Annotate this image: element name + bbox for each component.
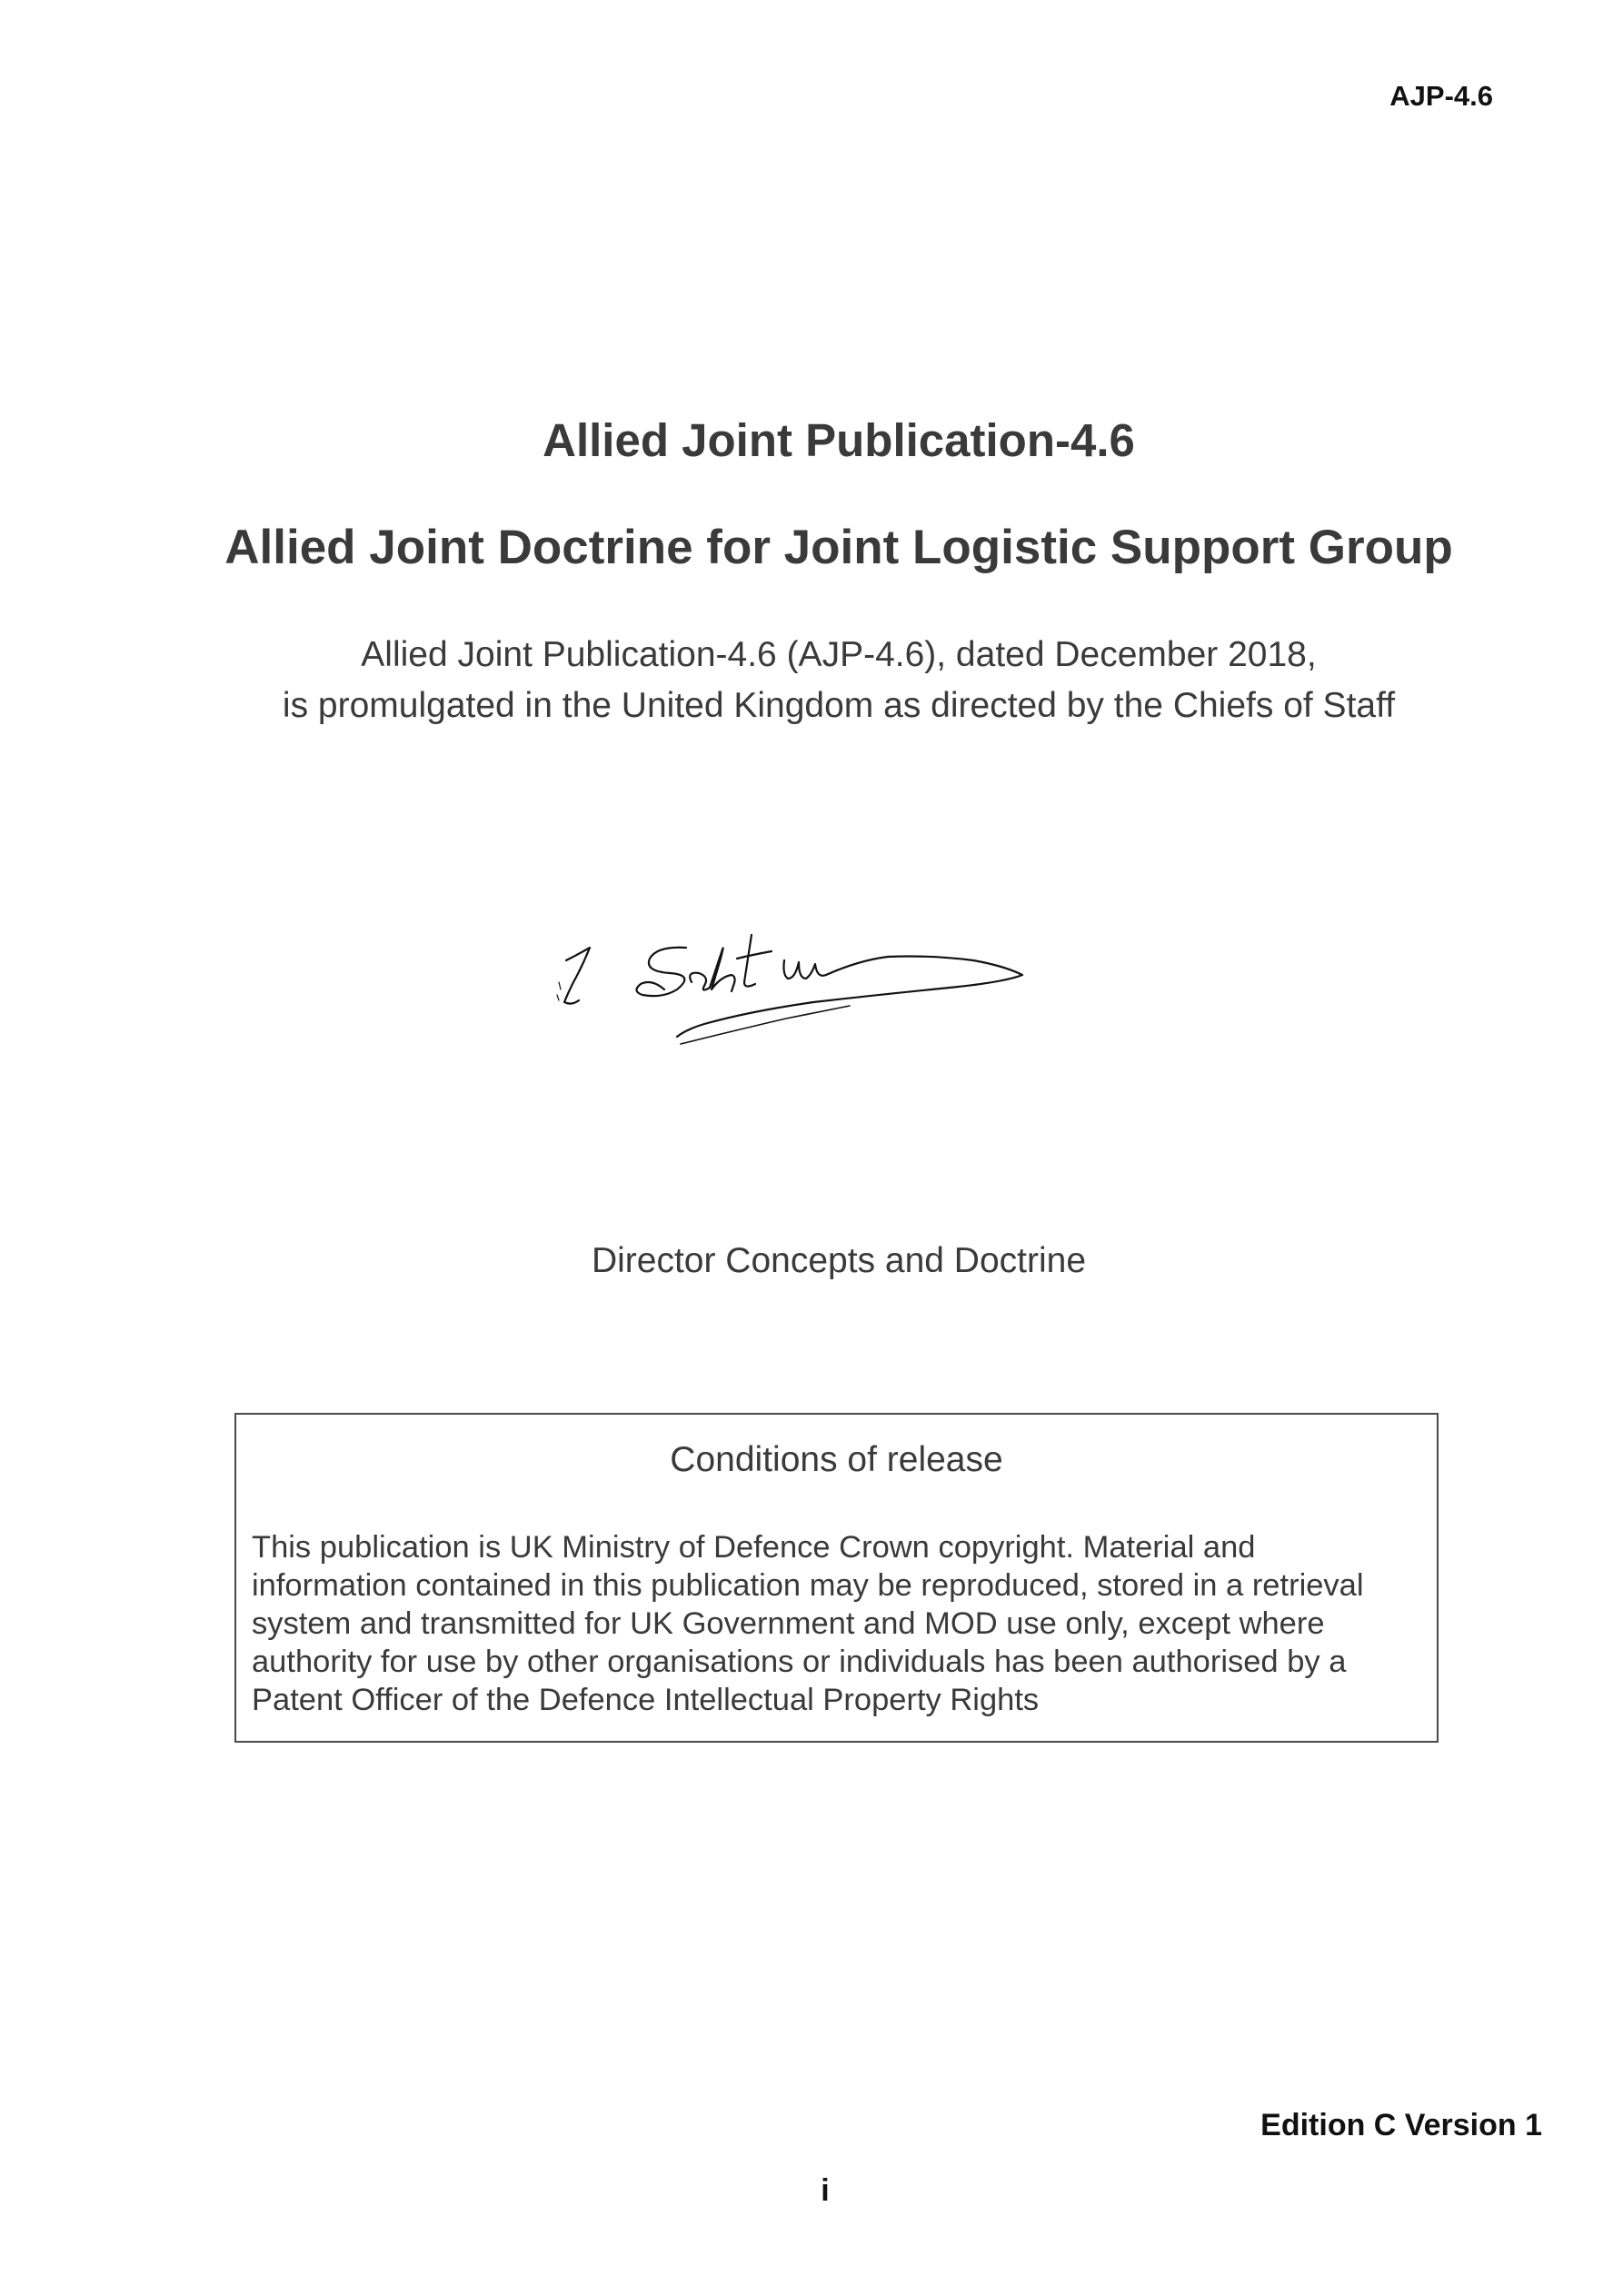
release-body: This publication is UK Ministry of Defence Crown copyright. Material and information contained in this publication may be reproduced, stored in a retrieval system and transmitted for UK Government and MOD use only, except where authority for use by other organisations or individuals has been authorised by a Patent Officer of the Defence Intellectual Property Rights xyxy=(252,1530,1364,1717)
promulgation-line-1: Allied Joint Publication-4.6 (AJP-4.6), dated December 2018, xyxy=(361,635,1317,674)
promulgation-line-2: is promulgated in the United Kingdom as directed by the Chiefs of Staff xyxy=(282,686,1396,725)
conditions-of-release-box xyxy=(234,1413,1439,1743)
page-number: i xyxy=(821,2173,830,2208)
page-title: Allied Joint Publication-4.6 xyxy=(543,414,1135,466)
edition-label: Edition C Version 1 xyxy=(1260,2108,1542,2142)
release-heading: Conditions of release xyxy=(670,1440,1003,1479)
page-subtitle: Allied Joint Doctrine for Joint Logistic Support Group xyxy=(224,521,1453,574)
signatory-title: Director Concepts and Doctrine xyxy=(591,1241,1087,1280)
promulgation-statement xyxy=(27,630,1623,731)
handwritten-signature xyxy=(550,895,1113,1059)
document-code: AJP-4.6 xyxy=(1389,80,1493,112)
